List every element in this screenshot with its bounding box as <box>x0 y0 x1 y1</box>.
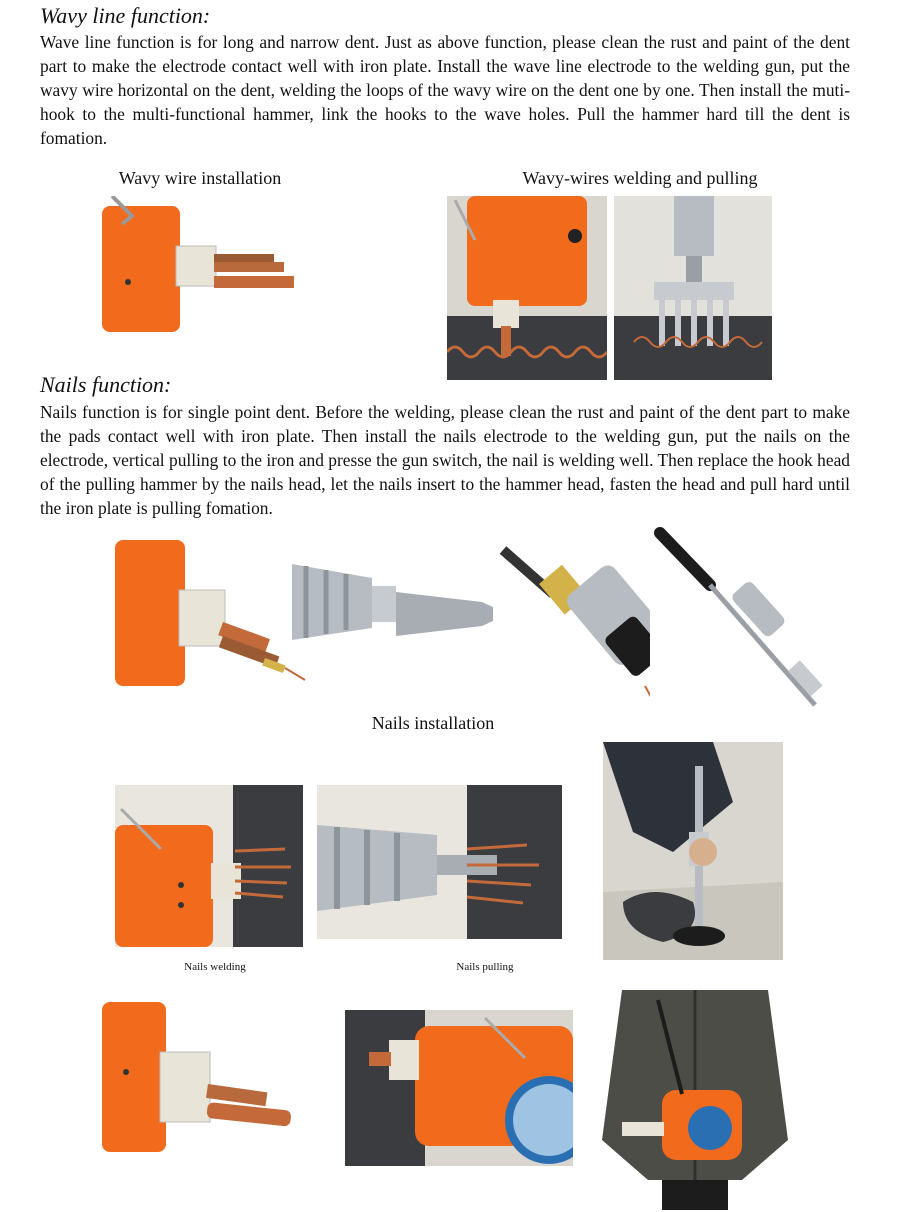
wavy-caption-weld-pull: Wavy-wires welding and pulling <box>522 168 758 188</box>
nails-caption-welding: Nails welding <box>184 961 246 973</box>
wavy-body: Wave line function is for long and narrow dent. Just as above function, please clean the rust and paint of the dent part to make the electrode contact well with iron plate. Install the wave line electrode to the welding gun, put the wavy wire horizontal on the dent, welding the loops of the wavy wire on the dent one by one. Then install the muti-hook to the multi-functional hammer, link the hooks to the wave holes. Pull the hammer hard till the dent is fomation. <box>40 32 850 148</box>
nails-head-photo <box>292 548 512 658</box>
wavy-caption-installation: Wavy wire installation <box>118 168 282 188</box>
nails-pull-photo <box>317 785 562 939</box>
nails-electrode-photo <box>115 540 307 690</box>
hammer-use-photo <box>603 742 783 960</box>
person-with-gun-photo <box>602 990 788 1210</box>
nails-weld-photo <box>115 785 303 947</box>
nails-caption-installation: Nails installation <box>371 713 495 733</box>
nails-head-mounted-photo <box>493 544 663 710</box>
wavy-electrode-photo <box>102 196 302 332</box>
slide-hammer-photo <box>650 525 825 715</box>
nails-heading: Nails function: <box>40 372 172 397</box>
nails-caption-pulling: Nails pulling <box>456 961 514 973</box>
nails-body: Nails function is for single point dent. Before the welding, please clean the rust and paint of the dent part to make the pads contact well with iron plate. Then install the nails electrode to the welding gun, put the nails on the electrode, vertical pulling to the iron and presse the gun switch, the nail is welding well. Then replace the hook head of the pulling hammer by the nails head, let the nails insert to the hammer head, fasten the head and pull hard until the iron plate is pulling fomation. <box>40 402 850 518</box>
wavy-pull-photo <box>614 196 772 380</box>
wavy-weld-photo <box>447 196 607 380</box>
wavy-heading: Wavy line function: <box>40 3 211 28</box>
electrode-closeup-photo <box>102 1002 300 1152</box>
gun-on-panel-photo <box>345 1010 573 1166</box>
